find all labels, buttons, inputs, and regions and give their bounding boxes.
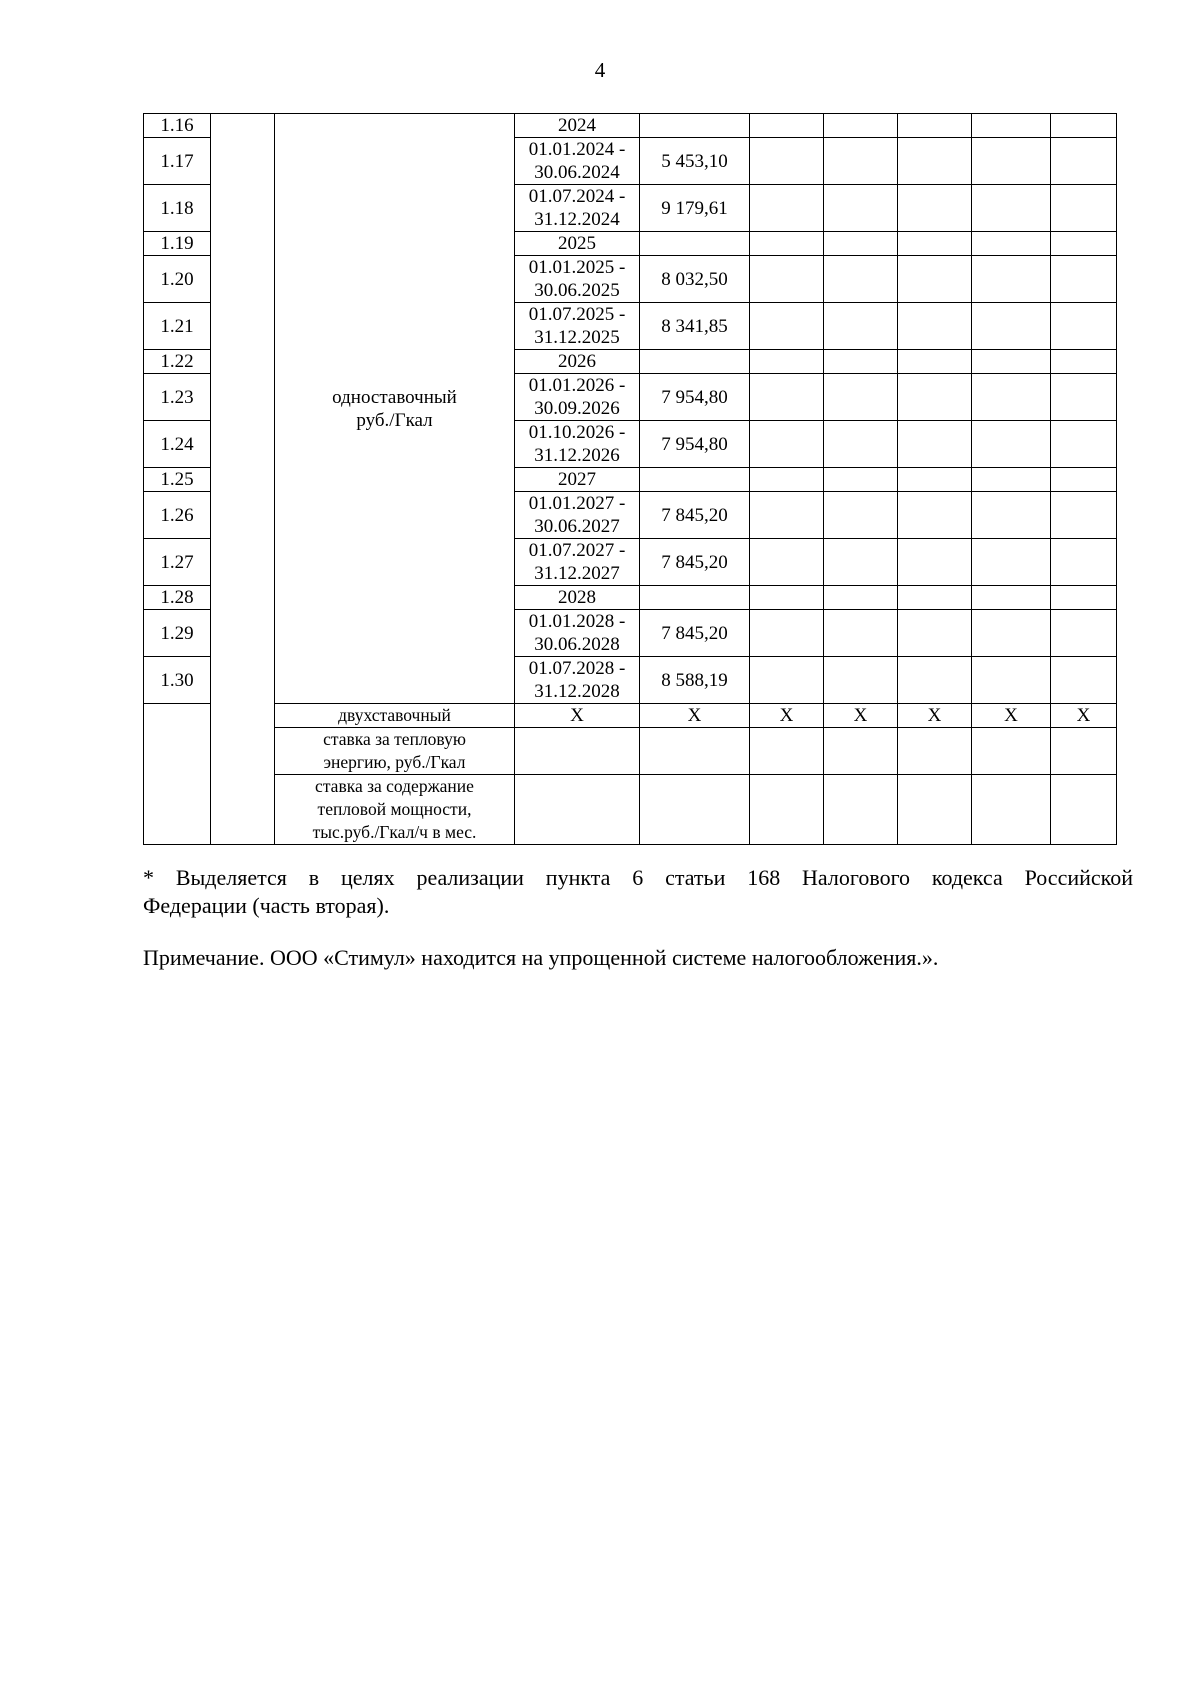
- empty-cell: [898, 468, 972, 492]
- empty-cell: [750, 374, 824, 421]
- period-end: 30.06.2028: [534, 634, 620, 655]
- period-start: 01.01.2024 -: [528, 139, 626, 160]
- single-rate-label-line-1: одноставочный: [332, 386, 457, 408]
- empty-cell: [972, 421, 1051, 468]
- x-mark: X: [824, 704, 898, 728]
- x-mark: X: [1051, 704, 1117, 728]
- empty-cell: [898, 610, 972, 657]
- empty-cell: [824, 468, 898, 492]
- empty-cell: [824, 114, 898, 138]
- row-number: 1.23: [144, 374, 211, 421]
- period-end: 31.12.2024: [534, 209, 620, 230]
- footnote-line-2: Федерации (часть вторая).: [143, 893, 390, 918]
- empty-cell: [750, 114, 824, 138]
- empty-cell: [750, 728, 824, 775]
- empty-cell: [898, 138, 972, 185]
- table-row: [144, 114, 1117, 138]
- empty-cell: [750, 138, 824, 185]
- tariff-table: [143, 113, 1117, 845]
- table-row: [144, 775, 1117, 845]
- period-start: 01.01.2026 -: [528, 375, 626, 396]
- period-year: 2025: [515, 232, 640, 256]
- x-mark: X: [640, 704, 750, 728]
- table-row: [144, 728, 1117, 775]
- period-start: 01.07.2024 -: [528, 186, 626, 207]
- empty-cell: [898, 586, 972, 610]
- tariff-value: [640, 350, 750, 374]
- empty-cell: [1051, 374, 1117, 421]
- empty-cell: [750, 492, 824, 539]
- empty-cell: [640, 728, 750, 775]
- empty-cell: [898, 657, 972, 704]
- two-rate-label: двухставочный: [275, 704, 515, 728]
- empty-cell: [750, 586, 824, 610]
- x-mark: X: [515, 704, 640, 728]
- empty-cell: [972, 492, 1051, 539]
- x-mark: X: [750, 704, 824, 728]
- empty-cell: [1051, 421, 1117, 468]
- empty-cell: [750, 303, 824, 350]
- note: Примечание. ООО «Стимул» находится на упрощенной системе налогообложения.».: [143, 945, 939, 970]
- empty-cell: [1051, 232, 1117, 256]
- page-number: 4: [594, 58, 606, 82]
- capacity-line-3: тыс.руб./Гкал/ч в мес.: [312, 822, 477, 842]
- row-number: 1.27: [144, 539, 211, 586]
- heat-energy-rate-label: [275, 728, 515, 775]
- period-range: [515, 374, 640, 421]
- empty-cell: [898, 114, 972, 138]
- tariff-value: 7 845,20: [640, 492, 750, 539]
- empty-cell: [972, 468, 1051, 492]
- row-number: 1.20: [144, 256, 211, 303]
- empty-cell: [972, 350, 1051, 374]
- period-start: 01.07.2027 -: [528, 540, 626, 561]
- empty-cell: [824, 728, 898, 775]
- row-number: 1.29: [144, 610, 211, 657]
- empty-cell: [515, 728, 640, 775]
- heat-energy-line-1: ставка за тепловую: [323, 729, 466, 749]
- empty-cell: [972, 657, 1051, 704]
- row-number: 1.30: [144, 657, 211, 704]
- empty-cell: [972, 232, 1051, 256]
- empty-cell: [1051, 185, 1117, 232]
- empty-cell: [824, 256, 898, 303]
- row-number: 1.28: [144, 586, 211, 610]
- period-end: 30.06.2027: [534, 516, 620, 537]
- empty-cell: [898, 185, 972, 232]
- empty-cell: [1051, 138, 1117, 185]
- empty-cell: [1051, 586, 1117, 610]
- heat-energy-line-2: энергию, руб./Гкал: [323, 752, 466, 772]
- empty-cell: [972, 374, 1051, 421]
- period-range: [515, 421, 640, 468]
- row-number: 1.19: [144, 232, 211, 256]
- empty-cell: [1051, 610, 1117, 657]
- empty-cell: [824, 185, 898, 232]
- empty-cell: [898, 539, 972, 586]
- period-end: 31.12.2028: [534, 681, 620, 702]
- empty-cell: [972, 728, 1051, 775]
- empty-cell: [824, 586, 898, 610]
- row-number: 1.16: [144, 114, 211, 138]
- empty-cell: [824, 421, 898, 468]
- period-start: 01.07.2028 -: [528, 658, 626, 679]
- empty-cell: [750, 421, 824, 468]
- empty-cell: [1051, 350, 1117, 374]
- tariff-value: 7 954,80: [640, 421, 750, 468]
- empty-cell: [898, 421, 972, 468]
- empty-cell: [898, 232, 972, 256]
- empty-cell: [750, 256, 824, 303]
- empty-cell: [1051, 114, 1117, 138]
- empty-cell: [750, 775, 824, 845]
- period-start: 01.07.2025 -: [528, 304, 626, 325]
- tariff-value: [640, 232, 750, 256]
- empty-cell: [1051, 468, 1117, 492]
- period-range: [515, 539, 640, 586]
- empty-cell: [972, 586, 1051, 610]
- row-number: 1.17: [144, 138, 211, 185]
- tariff-value: [640, 586, 750, 610]
- tariff-value: 7 954,80: [640, 374, 750, 421]
- tariff-value: 8 341,85: [640, 303, 750, 350]
- empty-cell: [515, 775, 640, 845]
- empty-cell: [824, 232, 898, 256]
- empty-cell: [824, 539, 898, 586]
- empty-cell: [824, 492, 898, 539]
- x-mark: X: [972, 704, 1051, 728]
- row-number: 1.26: [144, 492, 211, 539]
- period-range: [515, 256, 640, 303]
- period-range: [515, 492, 640, 539]
- period-range: [515, 657, 640, 704]
- period-range: [515, 610, 640, 657]
- empty-cell: [1051, 728, 1117, 775]
- empty-cell: [1051, 775, 1117, 845]
- table-row: [144, 704, 1117, 728]
- empty-cell: [750, 539, 824, 586]
- empty-cell: [1051, 303, 1117, 350]
- row-number-empty: [144, 704, 211, 845]
- empty-cell: [1051, 492, 1117, 539]
- empty-cell: [972, 775, 1051, 845]
- capacity-line-2: тепловой мощности,: [317, 799, 472, 819]
- period-start: 01.01.2025 -: [528, 257, 626, 278]
- empty-cell: [1051, 539, 1117, 586]
- empty-cell: [1051, 657, 1117, 704]
- tariff-value: 7 845,20: [640, 539, 750, 586]
- empty-cell: [750, 610, 824, 657]
- empty-cell: [824, 610, 898, 657]
- row-number: 1.25: [144, 468, 211, 492]
- single-rate-label: [275, 114, 515, 704]
- tariff-value: [640, 114, 750, 138]
- empty-cell: [1051, 256, 1117, 303]
- empty-cell: [972, 185, 1051, 232]
- period-end: 31.12.2027: [534, 563, 620, 584]
- empty-cell: [824, 138, 898, 185]
- empty-cell: [898, 303, 972, 350]
- empty-cell: [898, 492, 972, 539]
- empty-cell: [972, 610, 1051, 657]
- empty-cell: [898, 775, 972, 845]
- period-start: 01.01.2028 -: [528, 611, 626, 632]
- empty-cell: [972, 303, 1051, 350]
- empty-cell: [750, 468, 824, 492]
- row-number: 1.18: [144, 185, 211, 232]
- tariff-value: 7 845,20: [640, 610, 750, 657]
- row-number: 1.21: [144, 303, 211, 350]
- empty-cell: [898, 728, 972, 775]
- x-mark: X: [898, 704, 972, 728]
- empty-cell: [898, 256, 972, 303]
- empty-cell: [750, 657, 824, 704]
- empty-cell: [972, 539, 1051, 586]
- period-year: 2027: [515, 468, 640, 492]
- empty-cell: [640, 775, 750, 845]
- single-rate-label-line-2: руб./Гкал: [356, 409, 433, 431]
- empty-cell: [824, 657, 898, 704]
- empty-cell: [824, 350, 898, 374]
- period-year: 2028: [515, 586, 640, 610]
- empty-cell: [972, 114, 1051, 138]
- period-end: 31.12.2025: [534, 327, 620, 348]
- period-start: 01.10.2026 -: [528, 422, 626, 443]
- period-range: [515, 185, 640, 232]
- row-number: 1.22: [144, 350, 211, 374]
- empty-cell: [824, 775, 898, 845]
- period-end: 31.12.2026: [534, 445, 620, 466]
- empty-cell: [898, 350, 972, 374]
- empty-cell: [898, 374, 972, 421]
- empty-cell: [972, 256, 1051, 303]
- empty-cell: [750, 232, 824, 256]
- tariff-value: 5 453,10: [640, 138, 750, 185]
- capacity-rate-label: [275, 775, 515, 845]
- tariff-value: 8 588,19: [640, 657, 750, 704]
- empty-cell: [750, 185, 824, 232]
- tariff-value: [640, 468, 750, 492]
- period-year: 2026: [515, 350, 640, 374]
- period-end: 30.06.2024: [534, 162, 620, 183]
- period-range: [515, 138, 640, 185]
- period-start: 01.01.2027 -: [528, 493, 626, 514]
- period-end: 30.09.2026: [534, 398, 620, 419]
- footnote-line-1: * Выделяется в целях реализации пункта 6 статьи 168 Налогового кодекса Российской: [143, 865, 1133, 890]
- footnote: [143, 864, 1133, 920]
- period-end: 30.06.2025: [534, 280, 620, 301]
- empty-cell: [824, 303, 898, 350]
- blank-column-cell: [211, 114, 275, 845]
- empty-cell: [750, 350, 824, 374]
- empty-cell: [972, 138, 1051, 185]
- capacity-line-1: ставка за содержание: [315, 776, 474, 796]
- tariff-value: 8 032,50: [640, 256, 750, 303]
- empty-cell: [824, 374, 898, 421]
- row-number: 1.24: [144, 421, 211, 468]
- period-year: 2024: [515, 114, 640, 138]
- period-range: [515, 303, 640, 350]
- tariff-value: 9 179,61: [640, 185, 750, 232]
